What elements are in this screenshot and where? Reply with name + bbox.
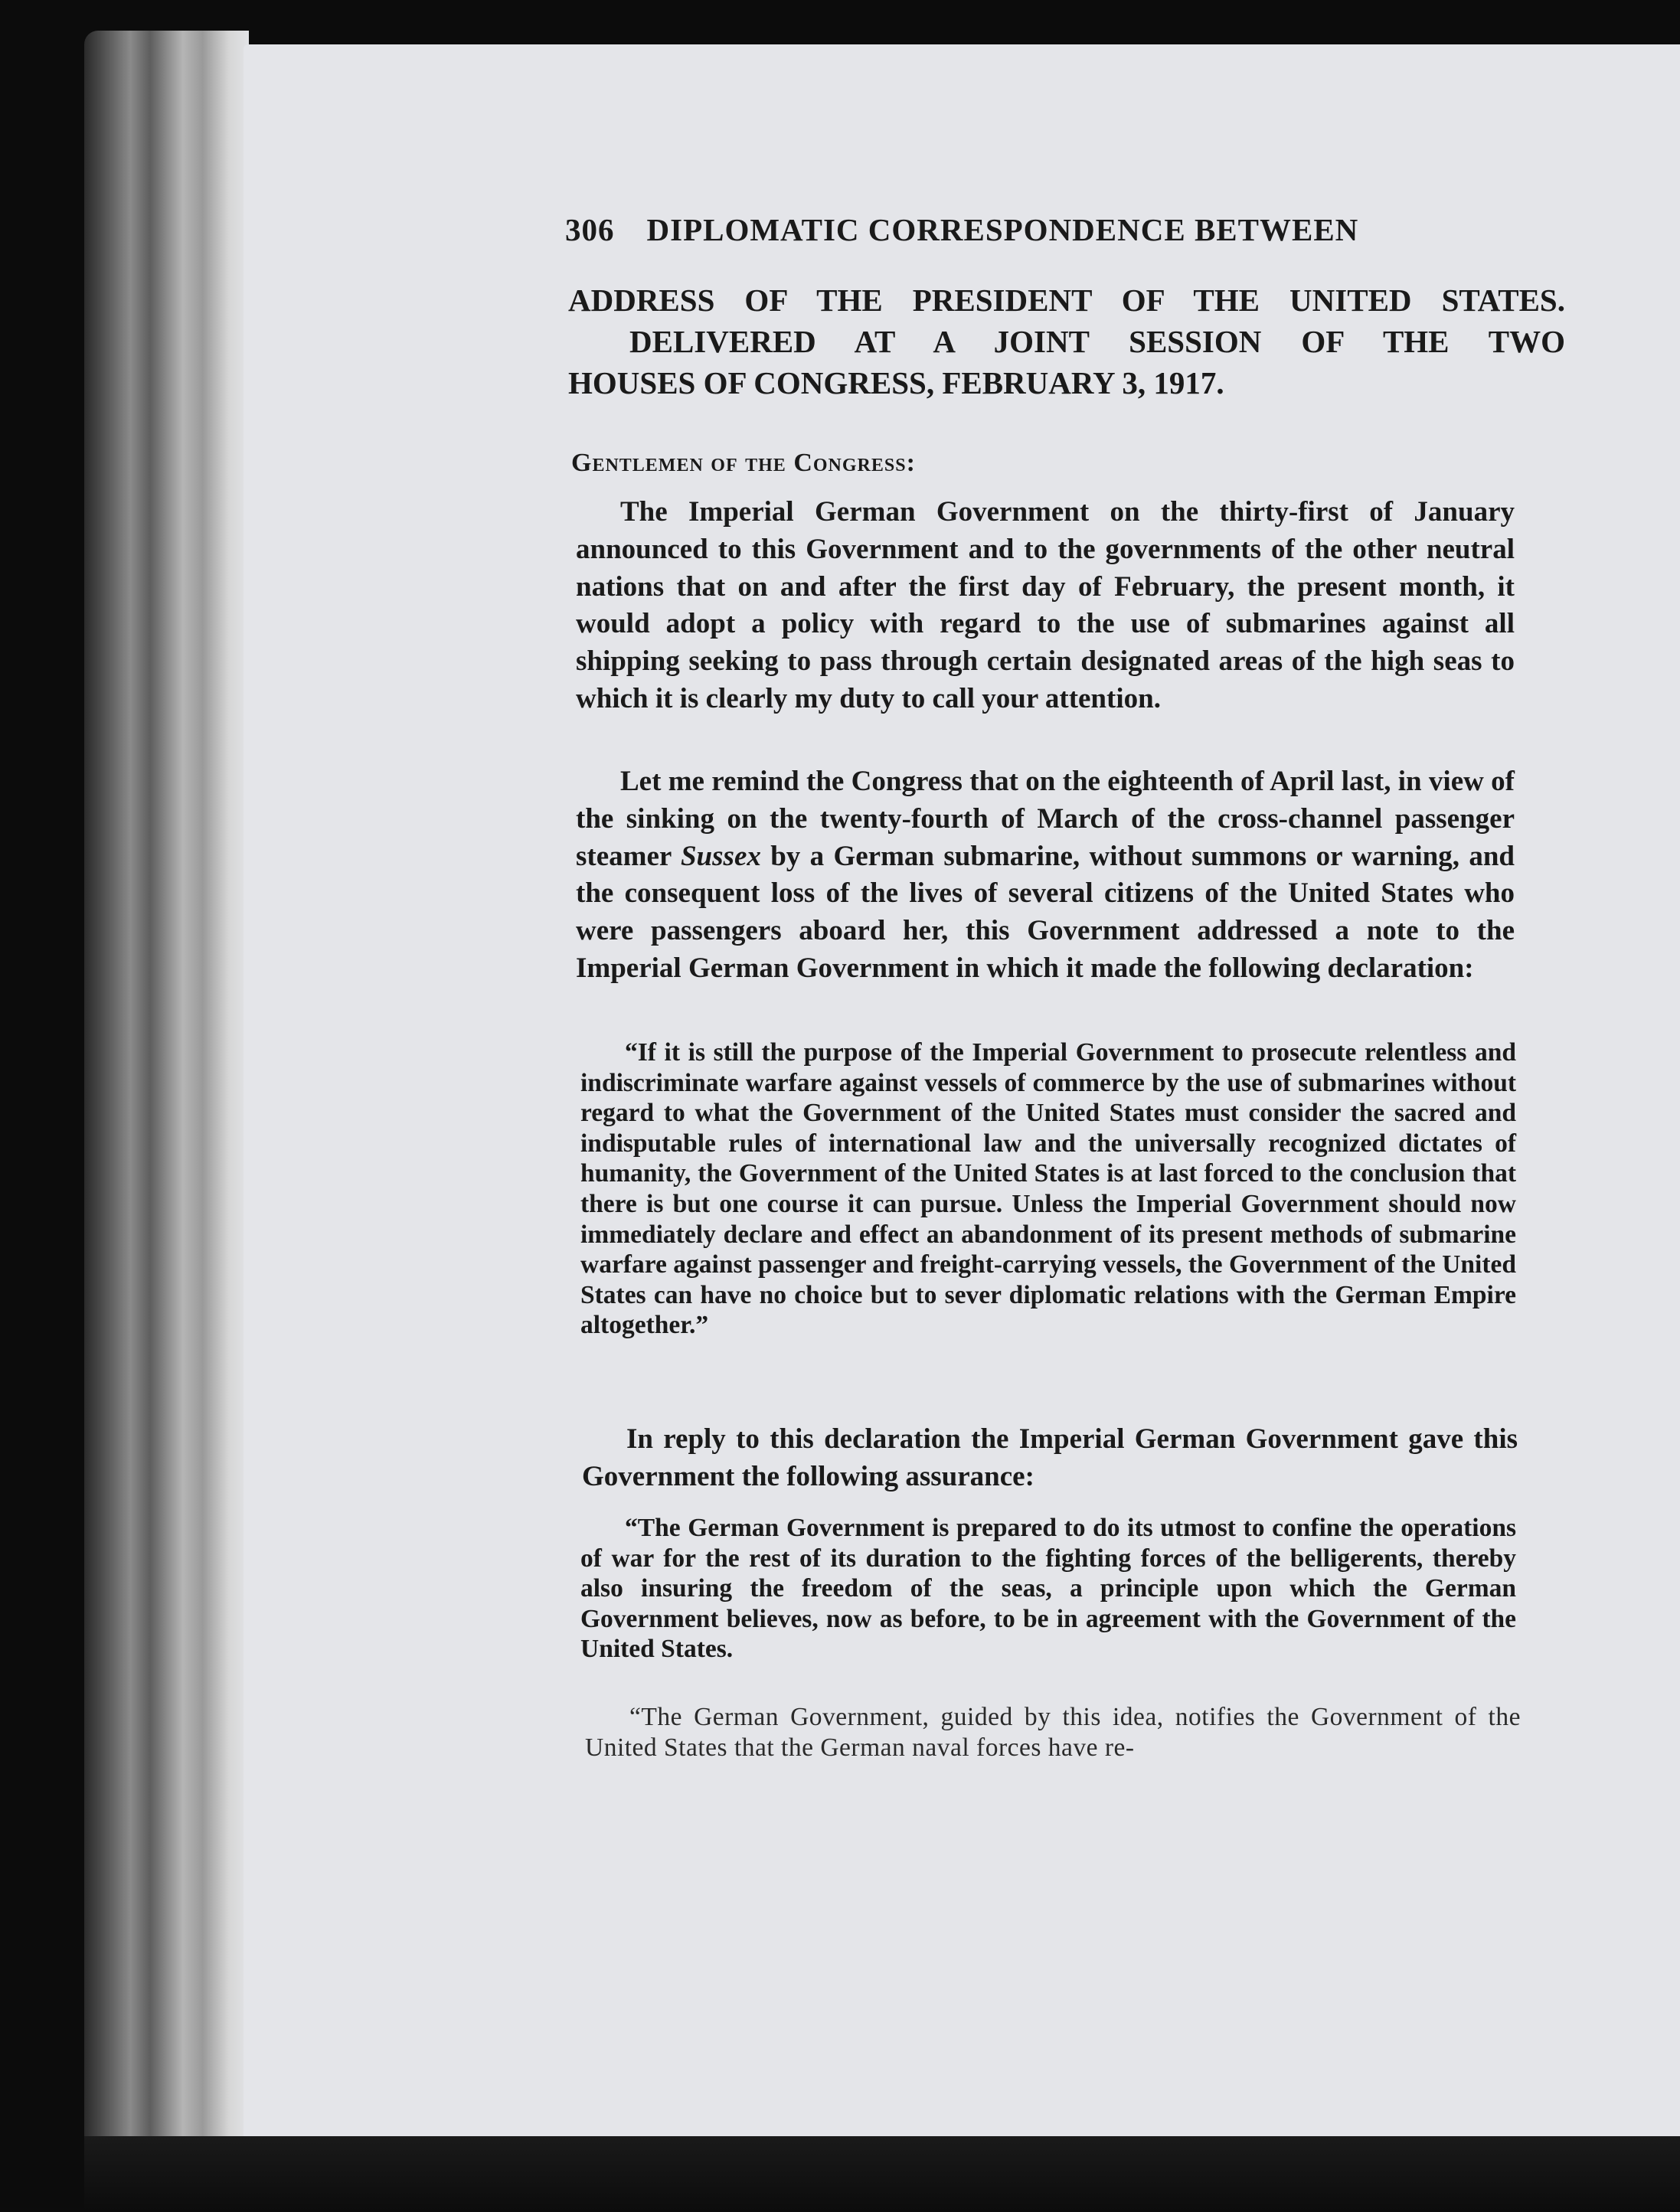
running-head-title: DIPLOMATIC CORRESPONDENCE BETWEEN [646, 212, 1359, 247]
paragraph-2 [576, 763, 1515, 988]
title-line-1: ADDRESS OF THE PRESIDENT OF THE UNITED STATES. [568, 283, 1565, 318]
salutation: Gentlemen of the Congress: [571, 449, 916, 477]
paragraph-4: In reply to this declaration the Imperial German Government gave this Government the following assurance: [582, 1423, 1518, 1492]
document-title [568, 279, 1565, 404]
book-spine-shadow [84, 31, 249, 2167]
page-number: 306 [565, 212, 615, 247]
page-bottom-edge [84, 2136, 1680, 2212]
title-line-2: DELIVERED AT A JOINT SESSION OF THE TWO [629, 324, 1565, 359]
title-line-3: HOUSES OF CONGRESS, FEBRUARY 3, 1917. [568, 365, 1224, 400]
ship-name: Sussex [680, 840, 761, 872]
quoted-assurance-2: “The German Government, guided by this idea, notifies the Government of the United States that the German naval forces have re- [585, 1703, 1521, 1762]
quoted-assurance-1: “The German Government is prepared to do its utmost to confine the operations of war for the rest of its duration to the fighting forces of the belligerents, thereby also insuring the freedom of the seas, a principle upon which the German Government believes, now as before, to be in agreement with the Government of the United States. [580, 1514, 1516, 1664]
paragraph-1: The Imperial German Government on the thirty-first of January announced to this Government and to the governments of the other neutral nations that on and after the first day of February, the present month, it would adopt a policy with regard to the use of submarines against all shipping seeking to pass through certain designated areas of the high seas to which it is clearly my duty to call your attention. [576, 496, 1515, 714]
running-head [565, 211, 1407, 248]
paragraph-2-before: Let me remind the Congress that on the eighteenth of April last, in view of the sinking on the twenty-fourth of March of the cross-channel passenger steamer [576, 766, 1515, 872]
paragraph-2-after: by a German submarine, without summons or warning, and the consequent loss of the lives of several citizens of the United States who were passengers aboard her, this Government addressed a note to the Imperial German Government in which it made the following declaration: [576, 840, 1515, 984]
quoted-declaration: “If it is still the purpose of the Imperial Government to prosecute relentless and indiscriminate warfare against vessels of commerce by the use of submarines without regard to what the Government of the United States must consider the sacred and indisputable rules of international law and the universally recognized dictates of humanity, the Government of the United States is at last forced to the conclusion that there is but one course it can pursue. Unless the Imperial Government should now immediately declare and effect an abandonment of its present methods of submarine warfare against passenger and freight-carrying vessels, the Government of the United States can have no choice but to sever diplomatic relations with the German Empire altogether.” [580, 1038, 1516, 1340]
